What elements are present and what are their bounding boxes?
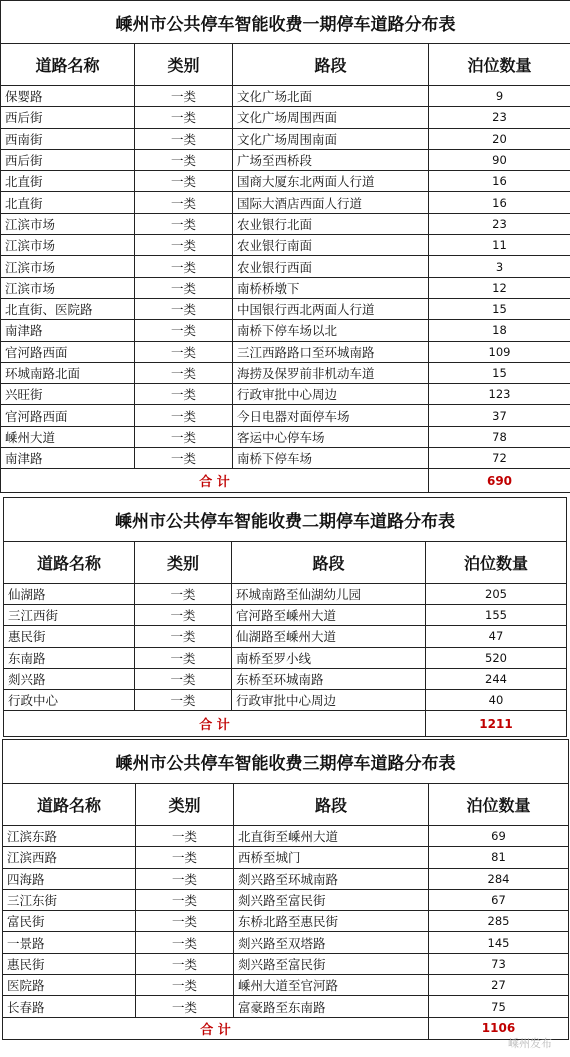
road-name-cell: 长春路 (3, 996, 136, 1017)
table-row (4, 605, 567, 626)
road-name-cell: 江滨市场 (1, 213, 135, 234)
spaces-cell: 73 (429, 953, 569, 974)
col-header-road: 道路名称 (1, 44, 135, 86)
category-cell: 一类 (135, 298, 233, 319)
segment-cell: 农业银行南面 (233, 235, 429, 256)
phase1-header-row (1, 44, 570, 86)
spaces-cell: 23 (429, 213, 570, 234)
category-cell: 一类 (136, 932, 234, 953)
category-cell: 一类 (135, 277, 233, 298)
road-name-cell: 江滨市场 (1, 256, 135, 277)
category-cell: 一类 (135, 605, 232, 626)
spaces-cell: 20 (429, 128, 570, 149)
spaces-cell: 78 (429, 426, 570, 447)
table-row (1, 448, 570, 469)
segment-cell: 农业银行北面 (233, 213, 429, 234)
table-row (1, 213, 570, 234)
category-cell: 一类 (135, 362, 233, 383)
segment-cell: 环城南路至仙湖幼儿园 (232, 584, 426, 605)
spaces-cell: 23 (429, 107, 570, 128)
segment-cell: 农业银行西面 (233, 256, 429, 277)
table-row (1, 107, 570, 128)
spaces-cell: 11 (429, 235, 570, 256)
spaces-cell: 123 (429, 384, 570, 405)
phase3-total-row (3, 1017, 569, 1039)
phase2-title: 嵊州市公共停车智能收费二期停车道路分布表 (4, 498, 567, 542)
spaces-cell: 520 (426, 647, 567, 668)
spaces-cell: 81 (429, 847, 569, 868)
road-name-cell: 兴旺街 (1, 384, 135, 405)
category-cell: 一类 (135, 235, 233, 256)
spaces-cell: 15 (429, 298, 570, 319)
phase2-table (3, 497, 567, 737)
table-row (3, 932, 569, 953)
segment-cell: 海捞及保罗前非机动车道 (233, 362, 429, 383)
segment-cell: 仙湖路至嵊州大道 (232, 626, 426, 647)
road-name-cell: 富民街 (3, 911, 136, 932)
category-cell: 一类 (135, 668, 232, 689)
table-row (3, 911, 569, 932)
total-value: 1106 (429, 1017, 569, 1039)
spaces-cell: 12 (429, 277, 570, 298)
segment-cell: 国际大酒店西面人行道 (233, 192, 429, 213)
segment-cell: 剡兴路至环城南路 (234, 868, 429, 889)
segment-cell: 今日电器对面停车场 (233, 405, 429, 426)
road-name-cell: 北直街、医院路 (1, 298, 135, 319)
road-name-cell: 西南街 (1, 128, 135, 149)
road-name-cell: 保婴路 (1, 86, 135, 107)
spaces-cell: 285 (429, 911, 569, 932)
segment-cell: 南桥下停车场以北 (233, 320, 429, 341)
road-name-cell: 惠民街 (4, 626, 135, 647)
table-row (1, 256, 570, 277)
category-cell: 一类 (135, 320, 233, 341)
segment-cell: 剡兴路至富民街 (234, 889, 429, 910)
phase3-header-row (3, 784, 569, 826)
road-name-cell: 四海路 (3, 868, 136, 889)
spaces-cell: 72 (429, 448, 570, 469)
segment-cell: 西桥至城门 (234, 847, 429, 868)
category-cell: 一类 (135, 213, 233, 234)
road-name-cell: 江滨西路 (3, 847, 136, 868)
phase2-rows (4, 584, 567, 711)
road-name-cell: 北直街 (1, 192, 135, 213)
category-cell: 一类 (135, 341, 233, 362)
total-value: 690 (429, 469, 570, 493)
segment-cell: 富豪路至东南路 (234, 996, 429, 1017)
category-cell: 一类 (135, 192, 233, 213)
spaces-cell: 18 (429, 320, 570, 341)
spaces-cell: 284 (429, 868, 569, 889)
spaces-cell: 67 (429, 889, 569, 910)
table-row (3, 953, 569, 974)
road-name-cell: 东南路 (4, 647, 135, 668)
category-cell: 一类 (136, 975, 234, 996)
road-name-cell: 剡兴路 (4, 668, 135, 689)
phase3-title: 嵊州市公共停车智能收费三期停车道路分布表 (3, 740, 569, 784)
table-row (1, 384, 570, 405)
segment-cell: 南桥下停车场 (233, 448, 429, 469)
phase2-header-row (4, 542, 567, 584)
spaces-cell: 16 (429, 192, 570, 213)
table-row (4, 689, 567, 710)
phase2-total-row (4, 711, 567, 737)
total-label: 合 计 (4, 711, 426, 737)
col-header-spaces: 泊位数量 (429, 784, 569, 826)
spaces-cell: 145 (429, 932, 569, 953)
spaces-cell: 90 (429, 149, 570, 170)
road-name-cell: 行政中心 (4, 689, 135, 710)
table-row (3, 996, 569, 1017)
road-name-cell: 医院路 (3, 975, 136, 996)
road-name-cell: 惠民街 (3, 953, 136, 974)
spaces-cell: 75 (429, 996, 569, 1017)
segment-cell: 东桥至环城南路 (232, 668, 426, 689)
category-cell: 一类 (136, 996, 234, 1017)
table-row (1, 405, 570, 426)
table-row (3, 975, 569, 996)
road-name-cell: 江滨市场 (1, 235, 135, 256)
segment-cell: 文化广场周围南面 (233, 128, 429, 149)
road-name-cell: 仙湖路 (4, 584, 135, 605)
road-name-cell: 西后街 (1, 107, 135, 128)
segment-cell: 行政审批中心周边 (233, 384, 429, 405)
road-name-cell: 北直街 (1, 171, 135, 192)
segment-cell: 三江西路路口至环城南路 (233, 341, 429, 362)
table-row (1, 149, 570, 170)
road-name-cell: 南津路 (1, 448, 135, 469)
road-name-cell: 官河路西面 (1, 341, 135, 362)
road-name-cell: 官河路西面 (1, 405, 135, 426)
phase1-section (0, 0, 570, 493)
table-row (4, 647, 567, 668)
phase1-rows (1, 86, 570, 469)
category-cell: 一类 (136, 953, 234, 974)
spaces-cell: 3 (429, 256, 570, 277)
spaces-cell: 155 (426, 605, 567, 626)
category-cell: 一类 (135, 384, 233, 405)
spaces-cell: 109 (429, 341, 570, 362)
total-label: 合 计 (1, 469, 429, 493)
road-name-cell: 嵊州大道 (1, 426, 135, 447)
col-header-spaces: 泊位数量 (429, 44, 570, 86)
table-row (3, 889, 569, 910)
category-cell: 一类 (135, 256, 233, 277)
road-name-cell: 江滨市场 (1, 277, 135, 298)
col-header-road: 道路名称 (3, 784, 136, 826)
segment-cell: 东桥北路至惠民街 (234, 911, 429, 932)
category-cell: 一类 (135, 405, 233, 426)
spaces-cell: 244 (426, 668, 567, 689)
category-cell: 一类 (136, 868, 234, 889)
table-row (4, 584, 567, 605)
table-row (1, 235, 570, 256)
spaces-cell: 27 (429, 975, 569, 996)
table-row (1, 171, 570, 192)
table-row (4, 668, 567, 689)
segment-cell: 南桥至罗小线 (232, 647, 426, 668)
spaces-cell: 40 (426, 689, 567, 710)
table-row (1, 128, 570, 149)
total-value: 1211 (426, 711, 567, 737)
table-row (1, 277, 570, 298)
category-cell: 一类 (135, 171, 233, 192)
table-row (3, 826, 569, 847)
category-cell: 一类 (136, 911, 234, 932)
category-cell: 一类 (135, 149, 233, 170)
road-name-cell: 三江东街 (3, 889, 136, 910)
table-row (1, 298, 570, 319)
phase1-total-row (1, 469, 570, 493)
category-cell: 一类 (136, 826, 234, 847)
table-row (1, 320, 570, 341)
table-row (1, 341, 570, 362)
col-header-segment: 路段 (234, 784, 429, 826)
col-header-type: 类别 (136, 784, 234, 826)
category-cell: 一类 (135, 584, 232, 605)
segment-cell: 嵊州大道至官河路 (234, 975, 429, 996)
spaces-cell: 9 (429, 86, 570, 107)
phase3-rows (3, 826, 569, 1018)
category-cell: 一类 (135, 689, 232, 710)
segment-cell: 文化广场周围西面 (233, 107, 429, 128)
segment-cell: 行政审批中心周边 (232, 689, 426, 710)
table-row (4, 626, 567, 647)
table-row (3, 868, 569, 889)
phase1-table (0, 0, 570, 493)
col-header-segment: 路段 (233, 44, 429, 86)
spaces-cell: 15 (429, 362, 570, 383)
segment-cell: 中国银行西北两面人行道 (233, 298, 429, 319)
road-name-cell: 环城南路北面 (1, 362, 135, 383)
col-header-type: 类别 (135, 542, 232, 584)
phase2-section (3, 497, 566, 737)
segment-cell: 国商大厦东北两面人行道 (233, 171, 429, 192)
category-cell: 一类 (135, 128, 233, 149)
category-cell: 一类 (136, 847, 234, 868)
segment-cell: 官河路至嵊州大道 (232, 605, 426, 626)
table-row (1, 86, 570, 107)
col-header-segment: 路段 (232, 542, 426, 584)
phase3-section (2, 739, 568, 1040)
table-row (1, 192, 570, 213)
watermark: 嵊州发布 (508, 1037, 552, 1050)
col-header-road: 道路名称 (4, 542, 135, 584)
segment-cell: 北直街至嵊州大道 (234, 826, 429, 847)
road-name-cell: 一景路 (3, 932, 136, 953)
category-cell: 一类 (135, 86, 233, 107)
category-cell: 一类 (135, 426, 233, 447)
category-cell: 一类 (135, 107, 233, 128)
road-name-cell: 江滨东路 (3, 826, 136, 847)
road-name-cell: 三江西街 (4, 605, 135, 626)
segment-cell: 剡兴路至双塔路 (234, 932, 429, 953)
road-name-cell: 西后街 (1, 149, 135, 170)
spaces-cell: 69 (429, 826, 569, 847)
spaces-cell: 205 (426, 584, 567, 605)
category-cell: 一类 (135, 626, 232, 647)
segment-cell: 客运中心停车场 (233, 426, 429, 447)
total-label: 合 计 (3, 1017, 429, 1039)
category-cell: 一类 (135, 448, 233, 469)
road-name-cell: 南津路 (1, 320, 135, 341)
segment-cell: 剡兴路至富民街 (234, 953, 429, 974)
spaces-cell: 16 (429, 171, 570, 192)
table-row (3, 847, 569, 868)
table-row (1, 362, 570, 383)
spaces-cell: 37 (429, 405, 570, 426)
spaces-cell: 47 (426, 626, 567, 647)
col-header-type: 类别 (135, 44, 233, 86)
category-cell: 一类 (135, 647, 232, 668)
phase3-table (2, 739, 569, 1040)
table-row (1, 426, 570, 447)
category-cell: 一类 (136, 889, 234, 910)
segment-cell: 南桥桥墩下 (233, 277, 429, 298)
col-header-spaces: 泊位数量 (426, 542, 567, 584)
phase1-title: 嵊州市公共停车智能收费一期停车道路分布表 (1, 1, 570, 44)
segment-cell: 文化广场北面 (233, 86, 429, 107)
segment-cell: 广场至西桥段 (233, 149, 429, 170)
